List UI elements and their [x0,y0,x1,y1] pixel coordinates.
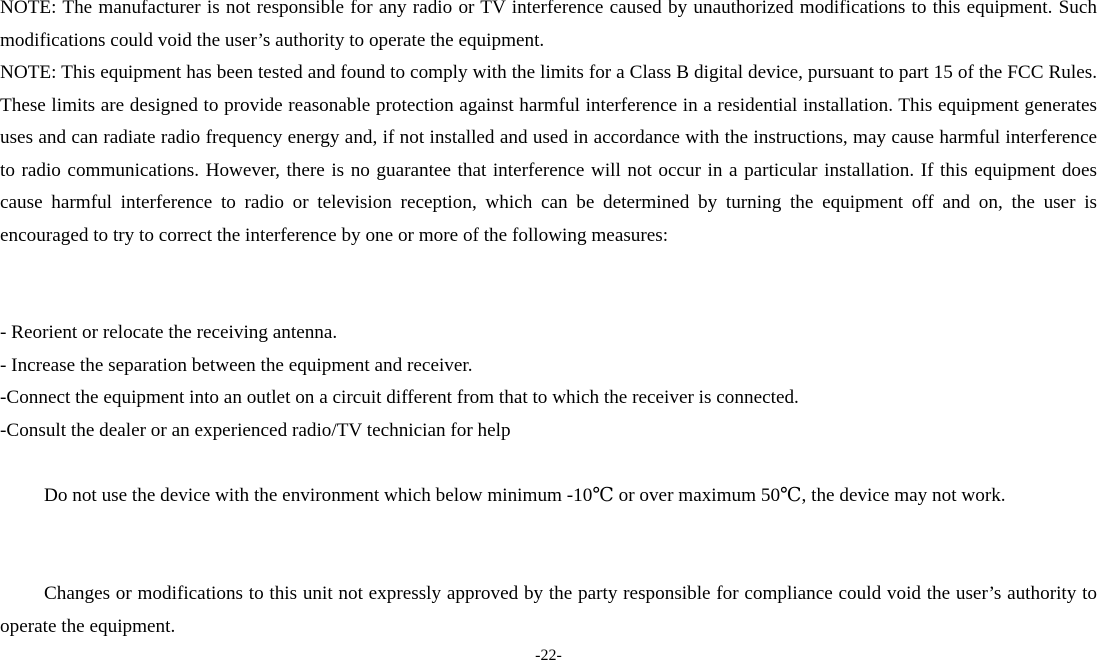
list-item: -Connect the equipment into an outlet on a circuit different from that to which the receiver is connected. [0,387,799,409]
measures-list [0,317,1097,447]
fcc-compliance-note: NOTE: This equipment has been tested and found to comply with the limits for a Class B digital device, pursuant to part 15 of the FCC Rules. These limits are designed to provide reasonable protection against harmful interference in a residential installation. This equipment generates uses and can radiate radio frequency energy and, if not installed and used in accordance with the instructions, may cause harmful interference to radio communications. However, there is no guarantee that interference will not occur in a particular installation. If this equipment does cause harmful interference to radio or television reception, which can be determined by turning the equipment off and on, the user is encouraged to try to correct the interference by one or more of the following measures: [0,62,1097,246]
manufacturer-note: NOTE: The manufacturer is not responsible for any radio or TV interference caused by unauthorized modifications to this equipment. Such modifications could void the user’s authority to operate the equipment. [0,0,1097,51]
changes-note: Changes or modifications to this unit not expressly approved by the party responsible for compliance could void the user’s authority to operate the equipment. [0,583,1097,637]
temperature-note: Do not use the device with the environment which below minimum -10℃ or over maximum 50℃, the device may not work. [44,485,1006,506]
list-item: -Consult the dealer or an experienced radio/TV technician for help [0,419,511,441]
list-item: - Increase the separation between the equipment and receiver. [0,354,473,376]
page-number: -22- [535,647,562,664]
list-item: - Reorient or relocate the receiving antenna. [0,322,338,343]
